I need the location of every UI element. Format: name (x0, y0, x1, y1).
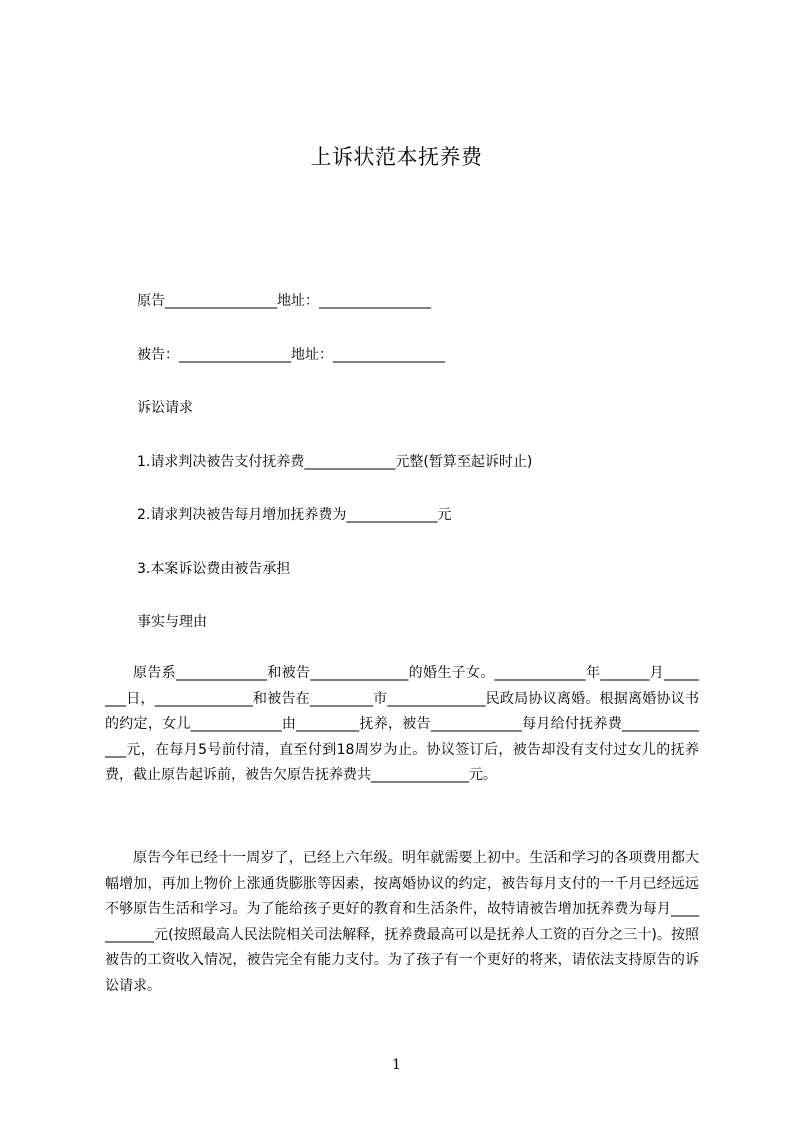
facts-paragraph-1: 原告系_____________和被告______________的婚生子女。_____________年_______月________日，______________和被告在_________市______________民政局协议离婚。根据离婚协议书的约定，女儿_____________由_________抚养，被告_____________每月给付抚养费______________元，在每月5号前付清，直至付到18周岁为止。协议签订后，被告却没有支付过女儿的抚养费，截止原告起诉前，被告欠原告抚养费共______________元。 (105, 665, 699, 783)
claim-item-1: 1.请求判决被告支付抚养费_____________元整(暂算至起诉时止) (137, 454, 533, 470)
plaintiff-line: 原告________________地址：________________ (137, 293, 431, 309)
facts-paragraph-2: 原告今年已经十一周岁了，已经上六年级。明年就需要上初中。生活和学习的各项费用都大幅增加，再加上物价上涨通货膨胀等因素，按离婚协议的约定，被告每月支付的一千月已经远远不够原告生活和学习。为了能给孩子更好的教育和生活条件，故特请被告增加抚养费为每月___________元(按照最高人民法院相关司法解释，抚养费最高可以是抚养人工资的百分之三十)。按照被告的工资收入情况，被告完全有能力支付。为了孩子有一个更好的将来，请依法支持原告的诉讼请求。 (105, 850, 699, 994)
document-title: 上诉状范本抚养费 (310, 145, 483, 169)
page-number: 1 (392, 1057, 401, 1073)
claims-heading: 诉讼请求 (137, 400, 193, 416)
defendant-line: 被告：________________地址：________________ (137, 347, 445, 363)
claim-item-2: 2.请求判决被告每月增加抚养费为_____________元 (137, 507, 452, 523)
claim-item-3: 3.本案诉讼费由被告承担 (137, 561, 291, 577)
facts-heading: 事实与理由 (137, 614, 207, 630)
